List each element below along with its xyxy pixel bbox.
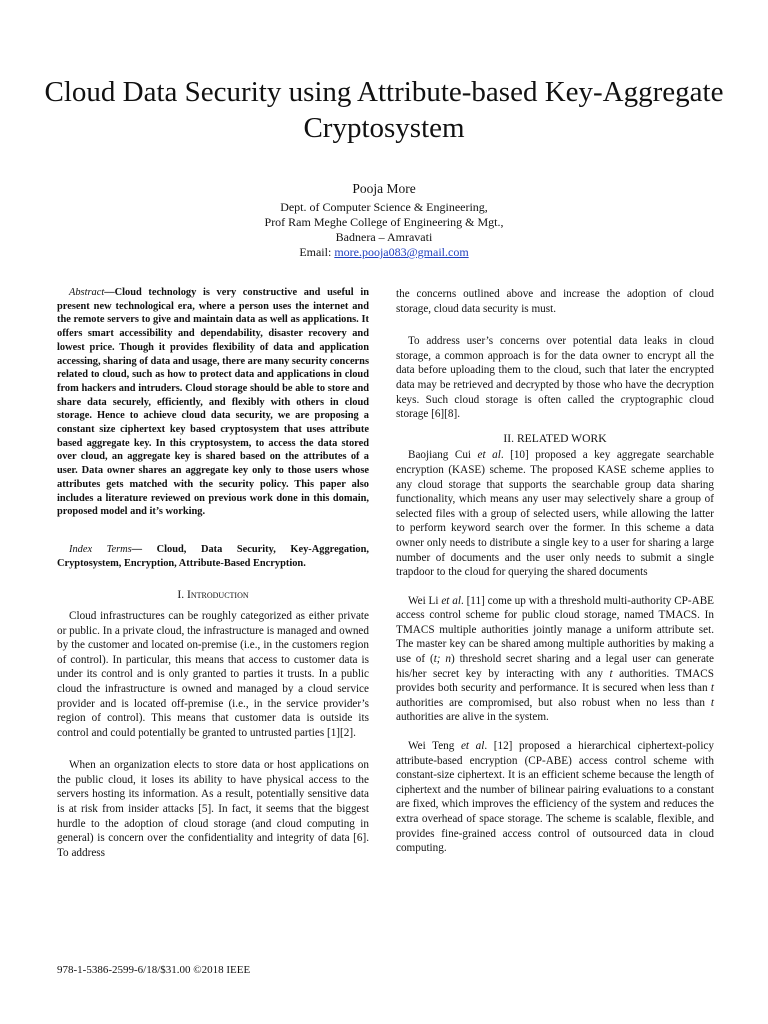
intro-heading-text: Introduction (187, 588, 249, 602)
related-paragraph-3 (396, 739, 714, 856)
related-p1-text: . [10] proposed a key aggregate searchable encryption (KASE) scheme. The proposed KASE scheme applies to any cloud storage that supports the searchable group data sharing functionality, which means any user may selectively share a group of selected files with a group of selected users, while allowing the latter to perform keyword search over the former. In this scheme a data owner only needs to distribute a single key to a user for sharing a large number of documents and the user only needs to submit a single trapdoor to the cloud for querying the shared documents (396, 449, 714, 579)
related-p2-etal: et al (441, 594, 461, 607)
index-terms-dash: — (131, 543, 157, 555)
related-p2-author: Wei Li (408, 594, 442, 607)
related-p3-text: . [12] proposed a hierarchical ciphertext-policy attribute-based encryption (CP-ABE) access control scheme with constant-size ciphertext. It is an efficient scheme because the length of ciphertext and the number of bilinear pairing evaluations to a constant are fixed, which improves the efficiency of the system and reduces the extra overhead of space storage. The scheme is scalable, flexible, and provides fine-grained access control of outsourced data in cloud computing. (396, 740, 714, 855)
related-p2-t2: t (710, 682, 714, 695)
related-p2-t3: t (710, 696, 714, 709)
related-p2-tn: t; n (433, 653, 451, 666)
related-p2-text-e: authorities are alive in the system. (396, 711, 549, 724)
index-terms-text: Cloud, Data Security, Key-Aggregation, Cryptosystem, Encryption, Attribute-Based Encryption. (57, 543, 369, 569)
related-p1-etal: et al (477, 449, 501, 462)
author-block (134, 180, 634, 260)
intro-paragraph-1: Cloud infrastructures can be roughly categorized as either private or public. In a private cloud, the infrastructure is managed and owned by the customer and located on-premise (i.e., in the customers region of control). In particular, this means that access to customer data is under its control and is only granted to parties it trusts. In a public cloud the infrastructure is owned and managed by a cloud service provider and is located off-premise (i.e., in the service provider’s region of control). This means that customer data is outside its control and could potentially be granted to untrusted parties [1][2]. (57, 609, 369, 739)
paper-title: Cloud Data Security using Attribute-based Key-Aggregate Cryptosystem (44, 76, 724, 144)
intro-heading (57, 588, 369, 603)
related-p2-text-d: authorities are compromised, but also robust when no less than (396, 696, 711, 709)
author-name: Pooja More (352, 181, 416, 196)
related-work-heading: II. RELATED WORK (503, 431, 607, 445)
author-dept: Dept. of Computer Science & Engineering, (280, 200, 488, 214)
related-p3-author: Wei Teng (408, 740, 461, 753)
related-p2-text-a: . [11] come up with a threshold multi-authority CP-ABE access control scheme for public cloud storage, named TMACS. In TMACS multiple authorities jointly manage a uniform attribute set. The master key can be shared among multiple authorities by making a use of ( (396, 594, 715, 666)
intro-paragraph-3: To address user’s concerns over potential data leaks in cloud storage, a common approach is for the data owner to encrypt all the data before uploading them to the cloud, such that later the encrypted data may be retrieved and decrypted by those who have the decryption keys. Such cloud storage is often called the cryptographic cloud storage [6][8]. (396, 335, 714, 421)
intro-numeral: I. (177, 588, 188, 602)
copyright-footer: 978-1-5386-2599-6/18/$31.00 ©2018 IEEE (57, 964, 251, 976)
abstract-text: Cloud technology is very constructive and useful in present new technological era, where a person uses the internet and the remote servers to give and maintain data as well as applications. It offers smart accessibility and dependability, disaster recovery and lowest price. Though it provides flexibility of data and application accessing, sharing of data and usage, there are many security concerns related to cloud, such as how to protect data and applications in cloud from hackers and intruders. Cloud storage should be able to store and share data securely, efficiently, and flexibly with others in cloud storage. Hence to achieve cloud data security, we are proposing a constant size ciphertext key based cryptosystem that uses attribute based aggregate key. In this cryptosystem, to access the data stored over cloud, an aggregate key is shared based on the attributes of a user. Data owner shares an aggregate key only to those users whose attributes gets matched with the security policy. This paper also includes a literature reviewed on previous work done in this domain, proposed model and it’s working. (57, 287, 369, 518)
index-terms-label: Index Terms (69, 543, 132, 555)
author-college: Prof Ram Meghe College of Engineering & Mgt., (264, 215, 504, 229)
abstract-dash: — (104, 287, 115, 298)
index-terms (57, 543, 369, 570)
related-p1-author: Baojiang Cui (408, 449, 478, 462)
related-p3-etal: et al (460, 740, 485, 753)
related-p2-t1: t (609, 667, 613, 680)
intro-paragraph-2: When an organization elects to store data or host applications on the public cloud, it loses its ability to have physical access to the servers hosting its information. As a result, potentially sensitive data is at risk from insider attacks [5]. In fact, it seems that the biggest hurdle to the adoption of cloud storage (and cloud computing in general) is concern over the confidentiality and integrity of data [6]. To address (57, 759, 369, 859)
abstract (57, 286, 369, 519)
right-column (396, 287, 714, 869)
email-label: Email: (299, 245, 335, 259)
related-p2-text-b: ) threshold secret sharing and a legal user can generate his/her secret key by interacting with any (396, 653, 714, 680)
related-p2-text-c: authorities. TMACS provides both security and performance. It is secured when less than (396, 667, 714, 695)
intro-paragraph-2-continued: the concerns outlined above and increase the adoption of cloud storage, cloud data security is must. (396, 288, 714, 315)
related-paragraph-1 (396, 448, 714, 579)
author-email-line (134, 245, 634, 260)
left-column (57, 286, 369, 873)
author-location: Badnera – Amravati (335, 230, 433, 244)
abstract-label: Abstract (69, 287, 105, 298)
email-link[interactable]: more.pooja083@gmail.com (334, 245, 469, 259)
related-paragraph-2 (396, 594, 714, 725)
